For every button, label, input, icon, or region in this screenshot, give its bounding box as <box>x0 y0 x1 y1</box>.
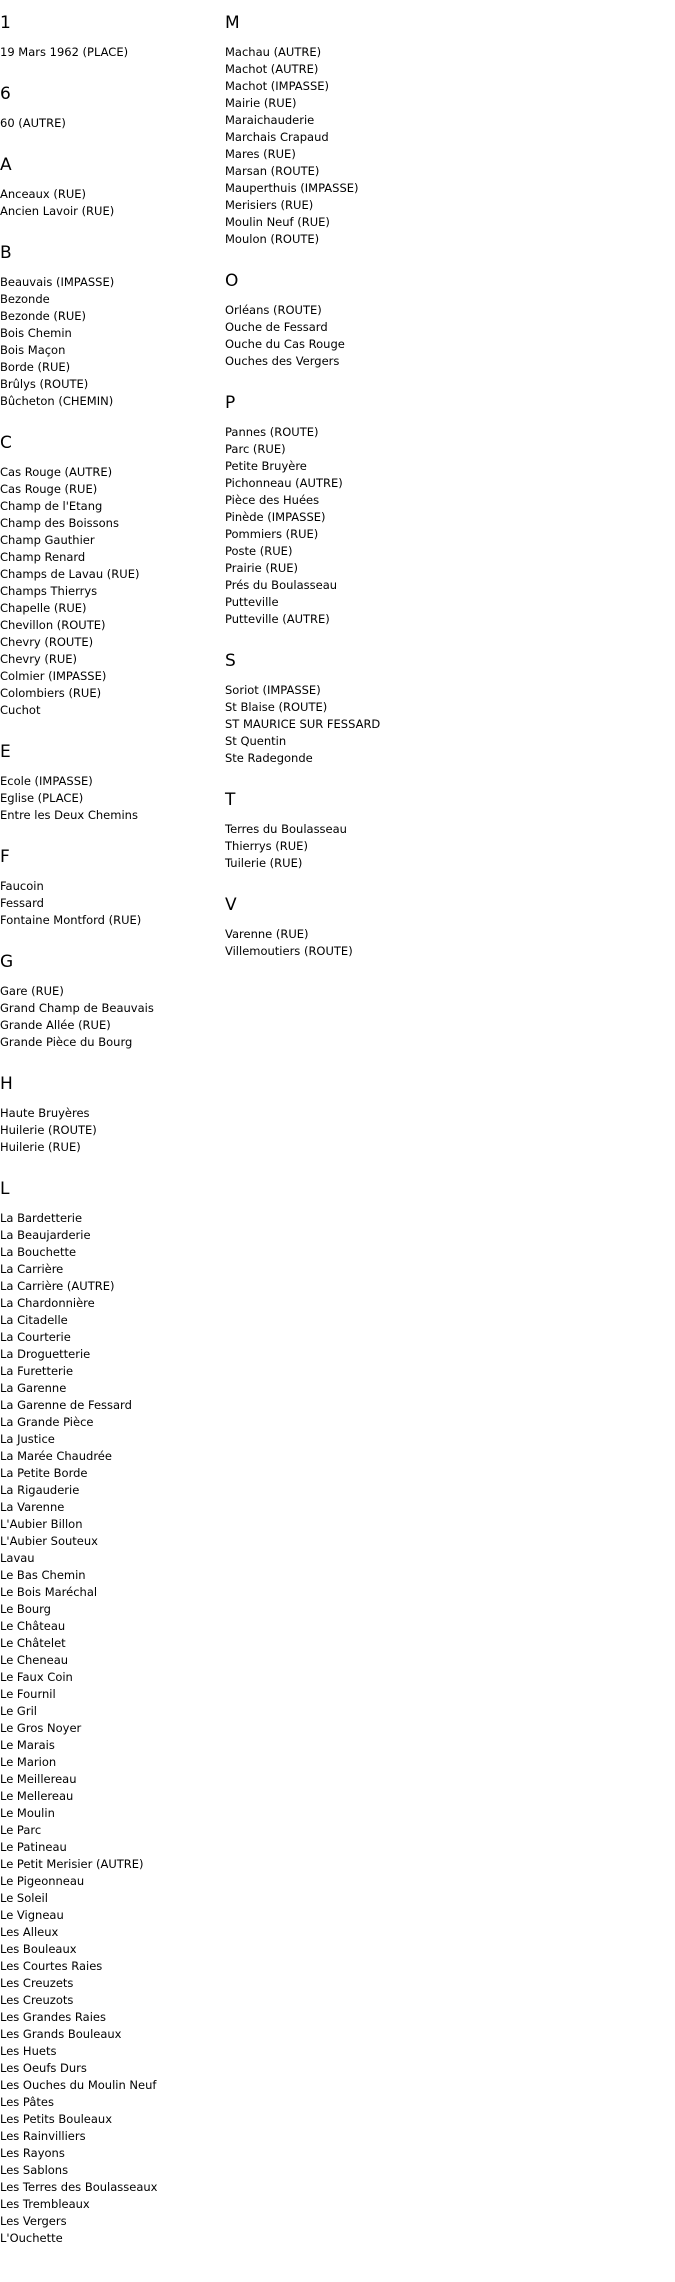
street-name: Pichonneau (AUTRE) <box>225 476 343 490</box>
street-name: Champ Renard <box>0 550 86 564</box>
street-name: Champ de l'Etang <box>0 499 103 513</box>
street-list <box>0 878 220 929</box>
street-list <box>225 821 445 872</box>
street-list <box>225 682 445 767</box>
letter-heading: L <box>0 1179 10 1199</box>
street-name: La Furetterie <box>0 1364 74 1378</box>
street-name: Le Patineau <box>0 1840 67 1854</box>
street-name: Cas Rouge (RUE) <box>0 482 98 496</box>
street-name: Beauvais (IMPASSE) <box>0 275 115 289</box>
street-name: L'Ouchette <box>0 2231 63 2245</box>
street-name: Borde (RUE) <box>0 360 71 374</box>
street-name: Les Sablons <box>0 2163 69 2177</box>
street-name: Le Châtelet <box>0 1636 66 1650</box>
street-name: Faucoin <box>0 879 44 893</box>
street-name: Le Pigeonneau <box>0 1874 85 1888</box>
street-name: Putteville (AUTRE) <box>225 612 330 626</box>
street-name: Cuchot <box>0 703 41 717</box>
street-name: Les Trembleaux <box>0 2197 90 2211</box>
street-name: La Marée Chaudrée <box>0 1449 112 1463</box>
street-name: 60 (AUTRE) <box>0 116 66 130</box>
street-name: Les Oeufs Durs <box>0 2061 87 2075</box>
letter-heading: G <box>0 952 14 972</box>
street-name: La Citadelle <box>0 1313 68 1327</box>
street-list <box>0 115 220 132</box>
street-name: Les Terres des Boulasseaux <box>0 2180 158 2194</box>
street-list <box>0 464 220 719</box>
street-name: Maraichauderie <box>225 113 315 127</box>
street-name: L'Aubier Billon <box>0 1517 83 1531</box>
street-name: Colombiers (RUE) <box>0 686 102 700</box>
street-name: St Blaise (ROUTE) <box>225 700 328 714</box>
street-name: Petite Bruyère <box>225 459 307 473</box>
street-name: Marchais Crapaud <box>225 130 329 144</box>
street-name: Machot (IMPASSE) <box>225 79 329 93</box>
street-name: Chapelle (RUE) <box>0 601 87 615</box>
street-name: Machot (AUTRE) <box>225 62 319 76</box>
street-name: Parc (RUE) <box>225 442 286 456</box>
street-name: Brûlys (ROUTE) <box>0 377 89 391</box>
street-name: Fontaine Montford (RUE) <box>0 913 142 927</box>
letter-group <box>225 393 445 628</box>
letter-heading: B <box>0 243 12 263</box>
letter-group <box>0 742 220 824</box>
street-name: Pannes (ROUTE) <box>225 425 319 439</box>
street-name: Champs de Lavau (RUE) <box>0 567 140 581</box>
street-name: Chevry (RUE) <box>0 652 78 666</box>
street-name: Les Vergers <box>0 2214 67 2228</box>
letter-heading: O <box>225 271 239 291</box>
street-name: Eglise (PLACE) <box>0 791 84 805</box>
street-name: 19 Mars 1962 (PLACE) <box>0 45 129 59</box>
street-name: Les Rainvilliers <box>0 2129 86 2143</box>
letter-heading: P <box>225 393 236 413</box>
letter-group <box>0 952 220 1051</box>
street-name: Les Huets <box>0 2044 57 2058</box>
street-name: Anceaux (RUE) <box>0 187 86 201</box>
letter-group <box>225 13 445 248</box>
street-name: Ste Radegonde <box>225 751 313 765</box>
street-name: Grande Allée (RUE) <box>0 1018 111 1032</box>
street-name: Le Gril <box>0 1704 37 1718</box>
letter-heading: E <box>0 742 11 762</box>
street-name: Machau (AUTRE) <box>225 45 322 59</box>
street-name: Mares (RUE) <box>225 147 296 161</box>
street-list <box>225 302 445 370</box>
street-name: Varenne (RUE) <box>225 927 309 941</box>
street-name: La Varenne <box>0 1500 65 1514</box>
street-name: La Chardonnière <box>0 1296 95 1310</box>
letter-group <box>0 13 220 61</box>
street-name: La Carrière (AUTRE) <box>0 1279 115 1293</box>
street-name: Lavau <box>0 1551 35 1565</box>
street-name: La Petite Borde <box>0 1466 88 1480</box>
street-name: Entre les Deux Chemins <box>0 808 138 822</box>
street-name: La Garenne <box>0 1381 67 1395</box>
street-name: Colmier (IMPASSE) <box>0 669 107 683</box>
street-name: Les Creuzots <box>0 1993 74 2007</box>
letter-heading: 1 <box>0 13 11 33</box>
street-name: Marsan (ROUTE) <box>225 164 320 178</box>
street-name: La Grande Pièce <box>0 1415 94 1429</box>
street-name: Thierrys (RUE) <box>225 839 308 853</box>
street-name: Bezonde <box>0 292 50 306</box>
street-name: Champ Gauthier <box>0 533 95 547</box>
letter-group <box>225 790 445 872</box>
letter-group <box>225 895 445 960</box>
street-name: Huilerie (RUE) <box>0 1140 81 1154</box>
street-name: Les Pâtes <box>0 2095 54 2109</box>
letter-heading: M <box>225 13 240 33</box>
street-list <box>225 44 445 248</box>
street-name: Le Mellereau <box>0 1789 74 1803</box>
letter-group <box>225 651 445 767</box>
letter-group <box>0 847 220 929</box>
street-name: Le Soleil <box>0 1891 48 1905</box>
street-name: Tuilerie (RUE) <box>225 856 303 870</box>
street-name: Ouche du Cas Rouge <box>225 337 345 351</box>
street-name: Bezonde (RUE) <box>0 309 87 323</box>
street-name: Les Alleux <box>0 1925 59 1939</box>
street-name: Le Meillereau <box>0 1772 77 1786</box>
street-name: Chevillon (ROUTE) <box>0 618 106 632</box>
street-name: Le Bas Chemin <box>0 1568 86 1582</box>
letter-heading: S <box>225 651 236 671</box>
street-name: Les Grands Bouleaux <box>0 2027 122 2041</box>
street-index-left-column <box>0 13 220 2270</box>
letter-heading: T <box>225 790 236 810</box>
street-list <box>0 773 220 824</box>
street-name: Les Creuzets <box>0 1976 74 1990</box>
street-name: Le Marion <box>0 1755 57 1769</box>
street-name: La Rigauderie <box>0 1483 80 1497</box>
street-name: Bois Maçon <box>0 343 66 357</box>
street-name: Terres du Boulasseau <box>225 822 347 836</box>
street-name: Pinède (IMPASSE) <box>225 510 326 524</box>
street-list <box>0 274 220 410</box>
street-name: Poste (RUE) <box>225 544 293 558</box>
street-list <box>0 983 220 1051</box>
street-list <box>0 44 220 61</box>
street-name: Le Bourg <box>0 1602 51 1616</box>
street-name: Le Marais <box>0 1738 55 1752</box>
street-name: Prairie (RUE) <box>225 561 299 575</box>
letter-heading: V <box>225 895 237 915</box>
street-name: Les Rayons <box>0 2146 65 2160</box>
street-name: La Courterie <box>0 1330 71 1344</box>
street-name: Les Petits Bouleaux <box>0 2112 113 2126</box>
street-name: Le Château <box>0 1619 66 1633</box>
letter-group <box>0 433 220 719</box>
street-name: Le Gros Noyer <box>0 1721 82 1735</box>
street-name: Le Parc <box>0 1823 42 1837</box>
street-name: La Beaujarderie <box>0 1228 91 1242</box>
street-name: Chevry (ROUTE) <box>0 635 94 649</box>
street-name: Huilerie (ROUTE) <box>0 1123 97 1137</box>
letter-heading: F <box>0 847 10 867</box>
street-list <box>0 1105 220 1156</box>
street-name: Pommiers (RUE) <box>225 527 319 541</box>
street-name: Mauperthuis (IMPASSE) <box>225 181 359 195</box>
street-name: Ancien Lavoir (RUE) <box>0 204 115 218</box>
street-name: La Carrière <box>0 1262 64 1276</box>
street-name: Putteville <box>225 595 279 609</box>
street-name: Mairie (RUE) <box>225 96 297 110</box>
street-name: Les Grandes Raies <box>0 2010 106 2024</box>
letter-group <box>0 155 220 220</box>
street-name: Grand Champ de Beauvais <box>0 1001 154 1015</box>
street-list <box>225 926 445 960</box>
street-name: Les Ouches du Moulin Neuf <box>0 2078 157 2092</box>
street-name: Prés du Boulasseau <box>225 578 338 592</box>
street-name: La Bardetterie <box>0 1211 83 1225</box>
street-index-right-column <box>225 13 445 983</box>
street-name: La Garenne de Fessard <box>0 1398 132 1412</box>
street-list <box>0 1210 220 2247</box>
street-name: La Droguetterie <box>0 1347 91 1361</box>
street-name: Pièce des Huées <box>225 493 320 507</box>
street-name: Ecole (IMPASSE) <box>0 774 93 788</box>
street-name: Les Courtes Raies <box>0 1959 103 1973</box>
letter-group <box>0 1179 220 2247</box>
street-name: Moulon (ROUTE) <box>225 232 320 246</box>
street-name: Le Vigneau <box>0 1908 64 1922</box>
letter-heading: C <box>0 433 12 453</box>
street-name: Ouches des Vergers <box>225 354 340 368</box>
letter-heading: H <box>0 1074 13 1094</box>
letter-group <box>0 1074 220 1156</box>
street-name: Ouche de Fessard <box>225 320 328 334</box>
street-name: Cas Rouge (AUTRE) <box>0 465 113 479</box>
street-name: Le Moulin <box>0 1806 55 1820</box>
street-name: Les Bouleaux <box>0 1942 77 1956</box>
street-name: Le Cheneau <box>0 1653 69 1667</box>
street-name: Bois Chemin <box>0 326 72 340</box>
street-name: Fessard <box>0 896 44 910</box>
street-name: ST MAURICE SUR FESSARD <box>225 717 381 731</box>
street-list <box>225 424 445 628</box>
street-list <box>0 186 220 220</box>
street-name: La Bouchette <box>0 1245 77 1259</box>
letter-group <box>0 243 220 410</box>
street-name: Soriot (IMPASSE) <box>225 683 321 697</box>
street-name: Le Fournil <box>0 1687 56 1701</box>
street-name: La Justice <box>0 1432 55 1446</box>
street-name: Moulin Neuf (RUE) <box>225 215 330 229</box>
letter-group <box>225 271 445 370</box>
street-name: St Quentin <box>225 734 287 748</box>
street-name: L'Aubier Souteux <box>0 1534 98 1548</box>
street-name: Bûcheton (CHEMIN) <box>0 394 114 408</box>
street-name: Villemoutiers (ROUTE) <box>225 944 353 958</box>
letter-group <box>0 84 220 132</box>
letter-heading: A <box>0 155 12 175</box>
street-name: Champ des Boissons <box>0 516 119 530</box>
street-name: Le Faux Coin <box>0 1670 73 1684</box>
street-name: Champs Thierrys <box>0 584 98 598</box>
street-name: Gare (RUE) <box>0 984 64 998</box>
street-name: Le Bois Maréchal <box>0 1585 98 1599</box>
letter-heading: 6 <box>0 84 11 104</box>
street-name: Orléans (ROUTE) <box>225 303 322 317</box>
street-name: Haute Bruyères <box>0 1106 90 1120</box>
street-name: Le Petit Merisier (AUTRE) <box>0 1857 144 1871</box>
street-name: Grande Pièce du Bourg <box>0 1035 133 1049</box>
street-name: Merisiers (RUE) <box>225 198 314 212</box>
